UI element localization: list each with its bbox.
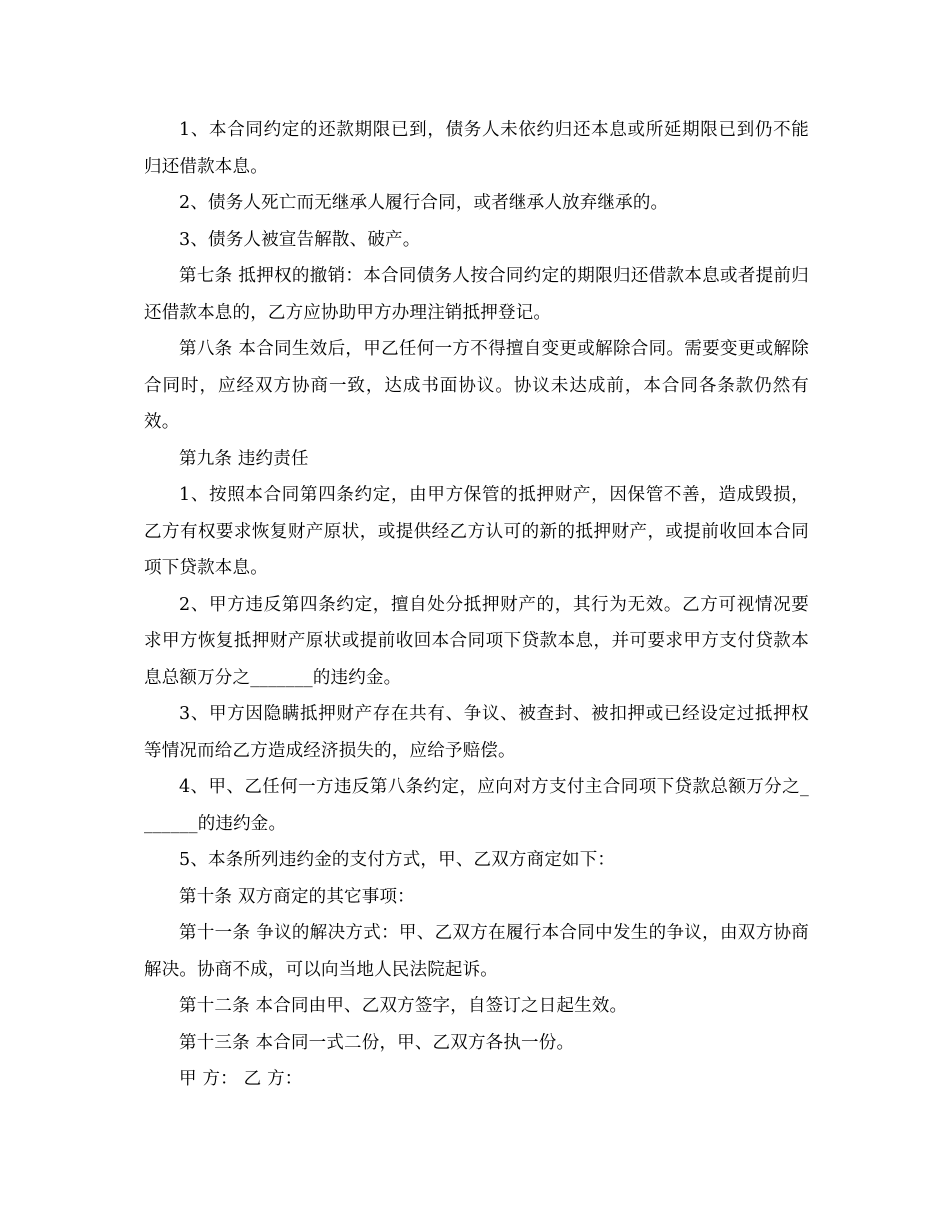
article-9-heading: 第九条 违约责任 <box>179 448 309 469</box>
clause-paragraph: 3、债务人被宣告解散、破产。 <box>179 229 421 250</box>
clause-paragraph: 4、甲、乙任何一方违反第八条约定，应向对方支付主合同项下贷款总额万分之_______的违约金。 <box>144 777 809 834</box>
article-7-paragraph: 第七条 抵押权的撤销：本合同债务人按合同约定的期限归还借款本息或者提前归还借款本息的，乙方应协助甲方办理注销抵押登记。 <box>144 266 809 323</box>
clause-paragraph: 1、本合同约定的还款期限已到，债务人未依约归还本息或所延期限已到仍不能归还借款本息。 <box>144 120 809 177</box>
clause-paragraph: 1、按照本合同第四条约定，由甲方保管的抵押财产，因保管不善，造成毁损，乙方有权要求恢复财产原状，或提供经乙方认可的新的抵押财产，或提前收回本合同项下贷款本息。 <box>144 485 809 578</box>
clause-paragraph: 2、甲方违反第四条约定，擅自处分抵押财产的，其行为无效。乙方可视情况要求甲方恢复抵押财产原状或提前收回本合同项下贷款本息，并可要求甲方支付贷款本息总额万分之_______的违约金。 <box>144 594 809 688</box>
signature-line: 甲 方： 乙 方： <box>179 1069 303 1089</box>
clause-paragraph: 3、甲方因隐瞒抵押财产存在共有、争议、被查封、被扣押或已经设定过抵押权等情况而给乙方造成经济损失的，应给予赔偿。 <box>144 704 809 761</box>
clause-paragraph: 5、本条所列违约金的支付方式，甲、乙双方商定如下： <box>179 850 616 870</box>
article-12-paragraph: 第十二条 本合同由甲、乙双方签字，自签订之日起生效。 <box>179 996 628 1016</box>
clause-paragraph: 2、债务人死亡而无继承人履行合同，或者继承人放弃继承的。 <box>179 193 669 213</box>
article-11-paragraph: 第十一条 争议的解决方式：甲、乙双方在履行本合同中发生的争议，由双方协商解决。协商不成，可以向当地人民法院起诉。 <box>144 923 809 980</box>
document-body <box>144 112 809 1098</box>
article-13-paragraph: 第十三条 本合同一式二份，甲、乙双方各执一份。 <box>179 1032 575 1053</box>
article-10-paragraph: 第十条 双方商定的其它事项： <box>179 886 415 907</box>
article-8-paragraph: 第八条 本合同生效后，甲乙任何一方不得擅自变更或解除合同。需要变更或解除合同时，应经双方协商一致，达成书面协议。协议未达成前，本合同各条款仍然有效。 <box>144 339 809 432</box>
